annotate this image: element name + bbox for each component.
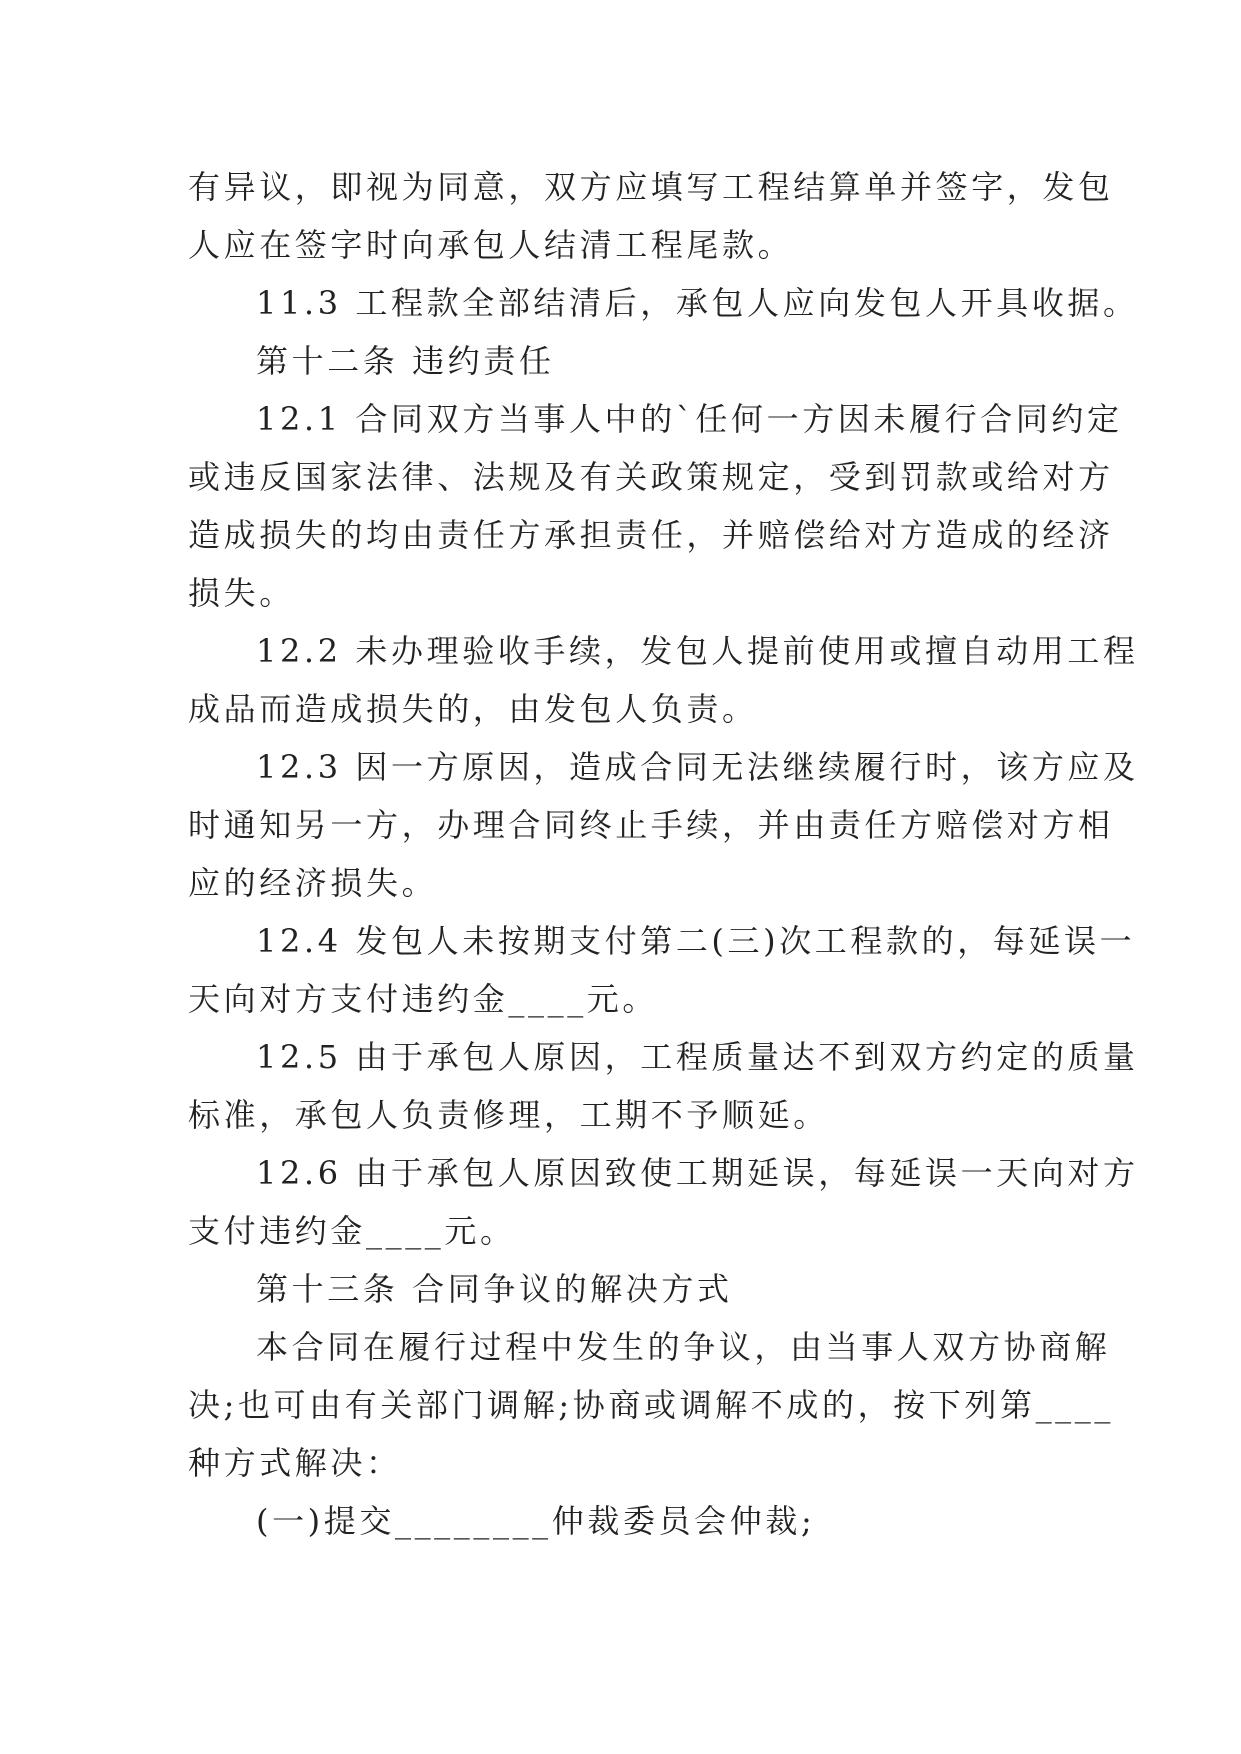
dispute-option-1: (一)提交________仲裁委员会仲裁; [256,1502,816,1540]
text-line: 应的经济损失。 [188,864,438,902]
text-line: 有异议，即视为同意，双方应填写工程结算单并签字，发包 [188,168,1114,206]
article-12-heading: 第十二条 违约责任 [256,342,555,380]
text-line: 支付违约金____元。 [188,1212,516,1250]
article-13-heading: 第十三条 合同争议的解决方式 [256,1270,733,1308]
clause-12-4: 12.4 发包人未按期支付第二(三)次工程款的，每延误一 [256,922,1136,960]
text-line: 造成损失的均由责任方承担责任，并赔偿给对方造成的经济 [188,516,1114,554]
text-line: 时通知另一方，办理合同终止手续，并由责任方赔偿对方相 [188,806,1114,844]
clause-11-3: 11.3 工程款全部结清后，承包人应向发包人开具收据。 [256,284,1139,322]
clause-12-6: 12.6 由于承包人原因致使工期延误，每延误一天向对方 [256,1154,1139,1192]
article-13-body: 本合同在履行过程中发生的争议，由当事人双方协商解 [256,1328,1111,1366]
clause-12-1: 12.1 合同双方当事人中的`任何一方因未履行合同约定 [256,400,1123,438]
text-line: 标准，承包人负责修理，工期不予顺延。 [188,1096,829,1134]
clause-12-2: 12.2 未办理验收手续，发包人提前使用或擅自动用工程 [256,632,1139,670]
text-line: 损失。 [188,574,295,612]
clause-12-3: 12.3 因一方原因，造成合同无法继续履行时，该方应及 [256,748,1139,786]
text-line: 或违反国家法律、法规及有关政策规定，受到罚款或给对方 [188,458,1114,496]
text-line: 人应在签字时向承包人结清工程尾款。 [188,226,794,264]
text-line: 成品而造成损失的，由发包人负责。 [188,690,758,728]
text-line: 决;也可由有关部门调解;协商或调解不成的，按下列第____ [188,1386,1114,1424]
contract-text [188,158,1139,1550]
text-line: 天向对方支付违约金____元。 [188,980,659,1018]
text-line: 种方式解决： [188,1444,402,1482]
clause-12-5: 12.5 由于承包人原因，工程质量达不到双方约定的质量 [256,1038,1139,1076]
